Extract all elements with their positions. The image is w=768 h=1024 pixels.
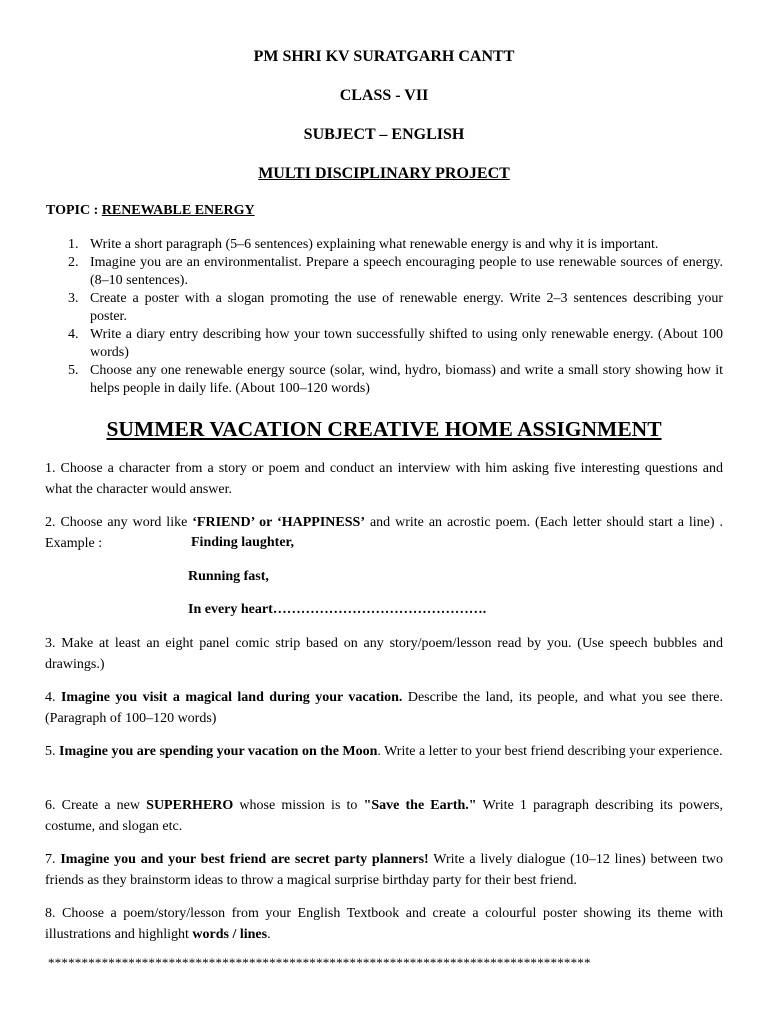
- item-text: Write 1 paragraph describing its powers, costume, and slogan etc.: [45, 798, 723, 834]
- item-bold-text: ‘FRIEND’ or ‘HAPPINESS’: [192, 515, 365, 530]
- list-item: [46, 362, 723, 398]
- list-text: Write a short paragraph (5–6 sentences) explaining what renewable energy is and why it is important.: [90, 237, 659, 252]
- example-line-1: Finding laughter,: [191, 535, 294, 550]
- topic-label: TOPIC :: [46, 203, 102, 218]
- assignment-item-4: [45, 687, 723, 729]
- list-text: Imagine you are an environmentalist. Prepare a speech encouraging people to use renewable sources of energy. (8–10 sentences).: [90, 255, 723, 288]
- example-line-2: Running fast,: [188, 569, 269, 584]
- assignment-item-7: [45, 849, 723, 891]
- list-number: 3.: [68, 291, 79, 306]
- assignment-item-3: 3. Make at least an eight panel comic strip based on any story/poem/lesson read by you. (Use speech bubbles and drawings.): [45, 636, 723, 672]
- topic-value: RENEWABLE ENERGY: [101, 203, 255, 218]
- item-bold-text: Imagine you visit a magical land during your vacation.: [60, 690, 403, 705]
- item-text: 2. Choose any word like: [45, 515, 193, 530]
- item-text: . Write a letter to your best friend describing your experience.: [377, 744, 723, 759]
- assignment-item-1: 1. Choose a character from a story or poem and conduct an interview with him asking five interesting questions and what the character would answer.: [45, 461, 723, 497]
- project-task-list: [46, 236, 723, 398]
- item-text: 4.: [45, 690, 61, 705]
- item-bold-text: SUPERHERO: [146, 798, 234, 813]
- list-item: [46, 254, 723, 290]
- school-name: PM SHRI KV SURATGARH CANTT: [253, 48, 515, 65]
- list-text: Choose any one renewable energy source (solar, wind, hydro, biomass) and write a small story showing how it helps people in daily life. (About 100–120 words): [90, 363, 723, 396]
- list-number: 4.: [68, 327, 79, 342]
- item-bold-text: Imagine you are spending your vacation on the Moon: [59, 744, 378, 759]
- assignment-item-5: [45, 741, 723, 762]
- item-bold-text: "Save the Earth.": [363, 798, 477, 813]
- list-number: 5.: [68, 363, 79, 378]
- list-number: 1.: [68, 237, 79, 252]
- list-text: Create a poster with a slogan promoting the use of renewable energy. Write 2–3 sentences describing your poster.: [90, 291, 723, 324]
- assignment-item-6: [45, 795, 723, 837]
- project-heading: MULTI DISCIPLINARY PROJECT: [258, 165, 510, 182]
- item-text: Describe the land, its people, and what you see there. (Paragraph of 100–120 words): [45, 690, 723, 726]
- item-text: 8. Choose a poem/story/lesson from your English Textbook and create a colourful poster showing its theme with illustrations and highlight: [45, 906, 723, 942]
- item-text: Write a lively dialogue (10–12 lines) between two friends as they brainstorm ideas to throw a magical surprise birthday party for their best friend.: [45, 852, 723, 888]
- list-item: [46, 236, 723, 254]
- item-text: 6. Create a new: [45, 798, 147, 813]
- item-text: whose mission is to: [233, 798, 364, 813]
- item-text: .: [267, 927, 271, 942]
- subject-heading: SUBJECT – ENGLISH: [303, 126, 465, 143]
- item-text: 5.: [45, 744, 59, 759]
- item-bold-text: Imagine you and your best friend are secret party planners!: [60, 852, 429, 867]
- list-item: [46, 326, 723, 362]
- item-text: 7.: [45, 852, 61, 867]
- assignment-item-2: [45, 512, 723, 554]
- list-text: Write a diary entry describing how your town successfully shifted to using only renewable energy. (About 100 words): [90, 327, 723, 360]
- footer-separator: *********************************************************************************: [48, 955, 591, 970]
- topic-line: [46, 203, 255, 219]
- list-number: 2.: [68, 255, 79, 270]
- class-heading: CLASS - VII: [339, 87, 429, 104]
- item-bold-text: words / lines: [192, 927, 268, 942]
- assignment-title: SUMMER VACATION CREATIVE HOME ASSIGNMENT: [106, 417, 662, 441]
- item-text: and write an acrostic poem. (Each letter should start a line) . Example :: [45, 515, 724, 551]
- assignment-item-8: [45, 903, 723, 945]
- example-line-3: In every heart……………………………………….: [188, 602, 487, 617]
- list-item: [46, 290, 723, 326]
